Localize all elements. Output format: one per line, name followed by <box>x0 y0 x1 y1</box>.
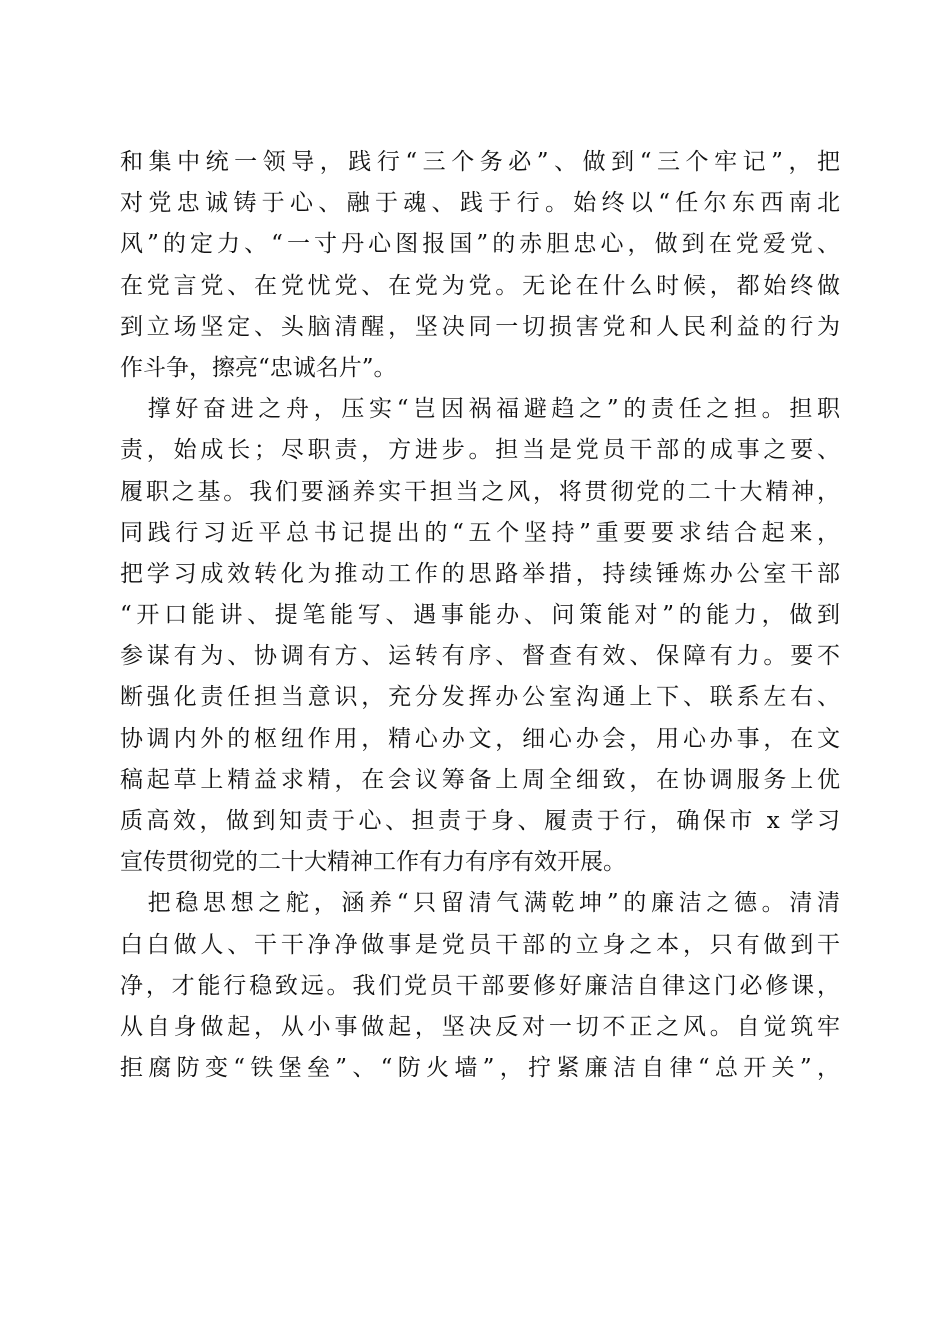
text-line: 和集中统一领导，践行“三个务必”、做到“三个牢记”，把 <box>120 149 840 175</box>
text-line: 白白做人、干干净净做事是党员干部的立身之本，只有做到干 <box>120 931 840 958</box>
text-line: 履职之基。我们要涵养实干担当之风，将贯彻党的二十大精神， <box>120 478 840 505</box>
text-line: 断强化责任担当意识，充分发挥办公室沟通上下、联系左右、 <box>120 684 840 711</box>
text-line: 把稳思想之舵，涵养“只留清气满乾坤”的廉洁之德。清清 <box>120 890 840 917</box>
text-line: 到立场坚定、头脑清醒，坚决同一切损害党和人民利益的行为 <box>120 313 840 340</box>
text-line: 风”的定力、“一寸丹心图报国”的赤胆忠心，做到在党爱党、 <box>120 231 840 258</box>
text-line: 协调内外的枢纽作用，精心办文，细心办会，用心办事，在文 <box>120 725 840 752</box>
paragraph <box>120 142 840 389</box>
text-line: “开口能讲、提笔能写、遇事能办、问策能对”的能力，做到 <box>120 602 840 629</box>
paragraph <box>120 389 840 883</box>
text-line: 从自身做起，从小事做起，坚决反对一切不正之风。自觉筑牢 <box>120 1013 840 1040</box>
text-line: 撑好奋进之舟，压实“岂因祸福避趋之”的责任之担。担职 <box>120 396 840 423</box>
text-line: 参谋有为、协调有方、运转有序、督查有效、保障有力。要不 <box>120 643 840 670</box>
text-line: 同践行习近平总书记提出的“五个坚持”重要要求结合起来， <box>120 519 840 546</box>
text-line: 对党忠诚铸于心、融于魂、践于行。始终以“任尔东西南北 <box>120 190 840 217</box>
text-line: 作斗争，擦亮“忠诚名片”。 <box>120 354 397 381</box>
text-line: 在党言党、在党忧党、在党为党。无论在什么时候，都始终做 <box>120 272 840 299</box>
text-line: 把学习成效转化为推动工作的思路举措，持续锤炼办公室干部 <box>120 560 840 587</box>
text-line: 质高效，做到知责于心、担责于身、履责于行，确保市 x 学习 <box>120 808 840 834</box>
text-line: 稿起草上精益求精，在会议筹备上周全细致，在协调服务上优 <box>120 766 840 793</box>
text-line: 拒腐防变“铁堡垒”、“防火墙”，拧紧廉洁自律“总开关”， <box>120 1055 840 1082</box>
text-line: 净，才能行稳致远。我们党员干部要修好廉洁自律这门必修课， <box>120 972 840 999</box>
paragraph <box>120 883 840 1089</box>
text-line: 宣传贯彻党的二十大精神工作有力有序有效开展。 <box>120 849 626 876</box>
text-line: 责，始成长；尽职责，方进步。担当是党员干部的成事之要、 <box>120 437 840 464</box>
body-text <box>120 142 840 1089</box>
